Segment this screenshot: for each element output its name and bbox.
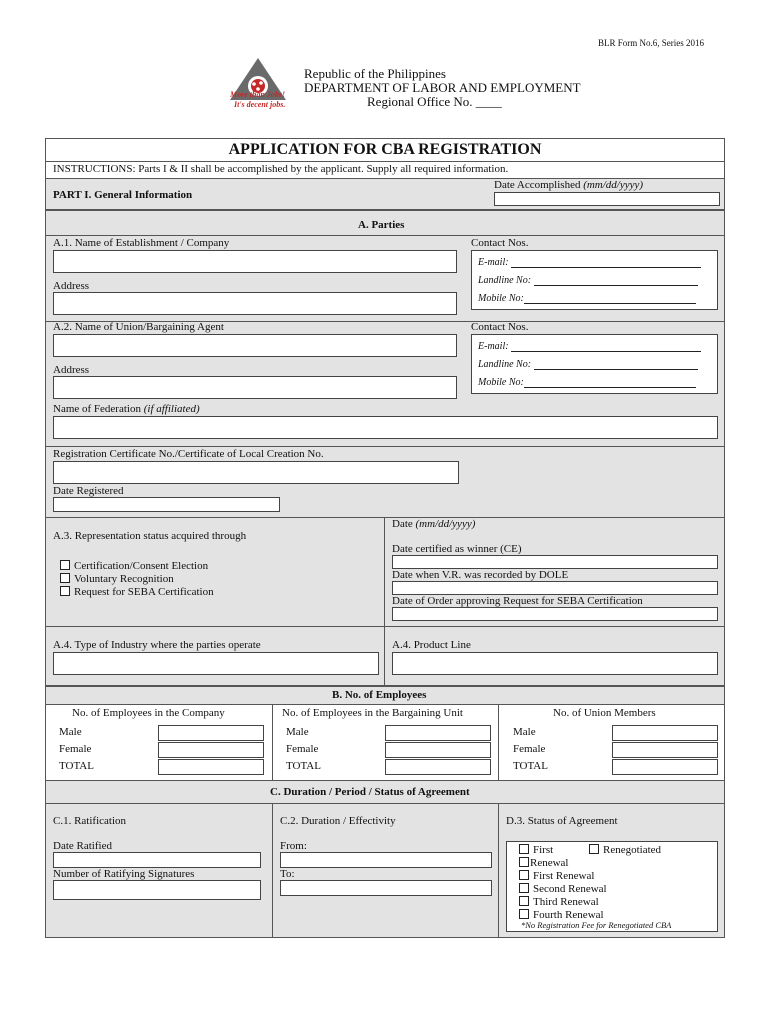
checkbox[interactable] [519,844,529,854]
email-label: E-mail: [478,257,509,268]
landline-label: Landline No: [478,275,532,286]
checkbox[interactable] [519,870,529,880]
checkbox[interactable] [60,573,70,583]
landline-label: Landline No: [478,359,532,370]
option-voluntary-label: Voluntary Recognition [74,573,174,585]
federation-input[interactable] [53,416,718,439]
title-bar [45,138,725,162]
date-accomplished-label [494,179,643,191]
status-box [506,841,718,932]
union-contact-box [471,334,718,394]
mobile-label: Mobile No: [478,293,524,304]
status-third-renewal-label: Third Renewal [533,896,599,908]
divider [46,517,724,518]
to-label: To: [280,868,295,880]
union-label: A.2. Name of Union/Bargaining Agent [53,321,224,333]
option-seba[interactable] [60,586,214,598]
signatures-label: Number of Ratifying Signatures [53,868,195,880]
union-landline-field[interactable] [478,359,698,370]
divider [384,517,385,687]
option-seba-label: Request for SEBA Certification [74,586,214,598]
status-renewal[interactable] [519,857,568,869]
establishment-landline-field[interactable] [478,275,698,286]
divider [272,705,273,781]
status-first-renewal[interactable] [519,870,594,882]
ratification-label: C.1. Ratification [53,815,127,827]
divider [46,803,724,804]
date-accomplished-text: Date Accomplished [494,179,581,191]
date-registered-label: Date Registered [53,485,124,497]
seba-label: Date of Order approving Request for SEBA Certification [392,595,643,607]
seba-date-input[interactable] [392,607,718,621]
date-ratified-label: Date Ratified [53,840,112,852]
to-date-input[interactable] [280,880,492,896]
union-mobile-field[interactable] [478,377,696,388]
representation-date-format: (mm/dd/yyyy) [415,518,476,530]
no-fee-note: *No Registration Fee for Renegotiated CBA [521,920,672,930]
option-certification-label: Certification/Consent Election [74,560,209,572]
duration-section [45,780,725,938]
bargaining-male-label: Male [286,726,309,738]
union-input[interactable] [53,334,457,357]
mobile-label: Mobile No: [478,377,524,388]
representation-label: A.3. Representation status acquired through [53,530,247,542]
status-label: D.3. Status of Agreement [506,815,618,827]
logo-tagline-2: It's decent jobs. [234,100,286,109]
federation-label-text: Name of Federation [53,403,141,415]
federation-note: (if affiliated) [143,403,200,415]
status-renewal-label: Renewal [530,857,569,869]
reg-cert-input[interactable] [53,461,459,484]
signatures-input[interactable] [53,880,261,900]
parties-heading: A. Parties [358,219,405,231]
effectivity-label: C.2. Duration / Effectivity [280,815,396,827]
email-label: E-mail: [478,341,509,352]
part1-label: PART I. General Information [53,189,193,201]
logo-tagline-1: More than Jobs! [230,90,286,99]
dole-logo [224,56,296,116]
union-total-label: TOTAL [513,760,548,772]
bargaining-male-input[interactable] [385,725,491,741]
option-certification[interactable] [60,560,208,572]
union-male-input[interactable] [612,725,718,741]
establishment-input[interactable] [53,250,457,273]
industry-input[interactable] [53,652,379,675]
company-male-input[interactable] [158,725,264,741]
establishment-address-label: Address [53,280,90,292]
col-union-header: No. of Union Members [553,707,656,719]
divider [46,235,724,236]
divider [498,705,499,781]
status-renegotiated-label: Renegotiated [603,844,662,856]
form-number: BLR Form No.6, Series 2016 [598,38,705,48]
option-voluntary[interactable] [60,573,174,585]
establishment-mobile-field[interactable] [478,293,696,304]
status-first-label: First [533,844,554,856]
checkbox[interactable] [519,909,529,919]
union-total-input[interactable] [612,759,718,775]
date-accomplished-format: (mm/dd/yyyy) [583,179,644,191]
representation-date-label [392,518,475,530]
checkbox[interactable] [519,857,529,867]
date-registered-input[interactable] [53,497,280,512]
date-accomplished-input[interactable] [494,192,720,206]
bargaining-female-label: Female [286,743,319,755]
checkbox[interactable] [589,844,599,854]
divider [46,446,724,447]
establishment-label: A.1. Name of Establishment / Company [53,237,230,249]
page-title: APPLICATION FOR CBA REGISTRATION [228,141,542,158]
status-fourth-renewal-label: Fourth Renewal [533,909,604,921]
divider [498,803,499,937]
from-date-input[interactable] [280,852,492,868]
product-line-label: A.4. Product Line [392,639,471,651]
status-second-renewal[interactable] [519,883,607,895]
date-ratified-input[interactable] [53,852,261,868]
union-email-field[interactable] [478,341,701,352]
col-bargaining-header: No. of Employees in the Bargaining Unit [282,707,463,719]
part1-row [45,178,725,210]
parties-section [45,210,725,686]
from-label: From: [280,840,307,852]
duration-heading: C. Duration / Period / Status of Agreement [270,786,470,798]
vr-label: Date when V.R. was recorded by DOLE [392,569,569,581]
divider [46,626,724,627]
status-renegotiated[interactable] [589,844,661,856]
instructions-text: INSTRUCTIONS: Parts I & II shall be accomplished by the applicant. Supply all required information. [53,163,509,175]
company-female-label: Female [59,743,92,755]
bargaining-total-input[interactable] [385,759,491,775]
status-third-renewal[interactable] [519,896,599,908]
union-female-label: Female [513,743,546,755]
union-address-input[interactable] [53,376,457,399]
establishment-contact-box [471,250,718,310]
bargaining-total-label: TOTAL [286,760,321,772]
republic-text: Republic of the Philippines [304,66,446,81]
employees-heading: B. No. of Employees [332,689,427,701]
checkbox[interactable] [519,883,529,893]
union-address-label: Address [53,364,90,376]
checkbox[interactable] [60,586,70,596]
status-first[interactable] [519,844,553,856]
establishment-contact-label: Contact Nos. [471,237,529,249]
company-male-label: Male [59,726,82,738]
department-text: DEPARTMENT OF LABOR AND EMPLOYMENT [304,80,581,95]
col-company-header: No. of Employees in the Company [72,707,225,719]
establishment-address-input[interactable] [53,292,457,315]
company-female-input[interactable] [158,742,264,758]
industry-label: A.4. Type of Industry where the parties operate [53,639,261,651]
status-second-renewal-label: Second Renewal [533,883,607,895]
ce-date-input[interactable] [392,555,718,569]
company-total-label: TOTAL [59,760,94,772]
reg-cert-label: Registration Certificate No./Certificate of Local Creation No. [53,448,324,460]
vr-date-input[interactable] [392,581,718,595]
employees-section [45,686,725,780]
instructions-row [45,162,725,178]
checkbox[interactable] [519,896,529,906]
ce-label: Date certified as winner (CE) [392,543,522,555]
federation-label [53,403,200,415]
checkbox[interactable] [60,560,70,570]
regional-office-text: Regional Office No. ____ [367,94,502,109]
divider [272,803,273,937]
establishment-email-field[interactable] [478,257,701,268]
union-female-input[interactable] [612,742,718,758]
union-male-label: Male [513,726,536,738]
company-total-input[interactable] [158,759,264,775]
status-first-renewal-label: First Renewal [533,870,595,882]
product-line-input[interactable] [392,652,718,675]
union-contact-label: Contact Nos. [471,321,529,333]
representation-date-text: Date [392,518,413,530]
bargaining-female-input[interactable] [385,742,491,758]
employees-table [46,704,724,781]
